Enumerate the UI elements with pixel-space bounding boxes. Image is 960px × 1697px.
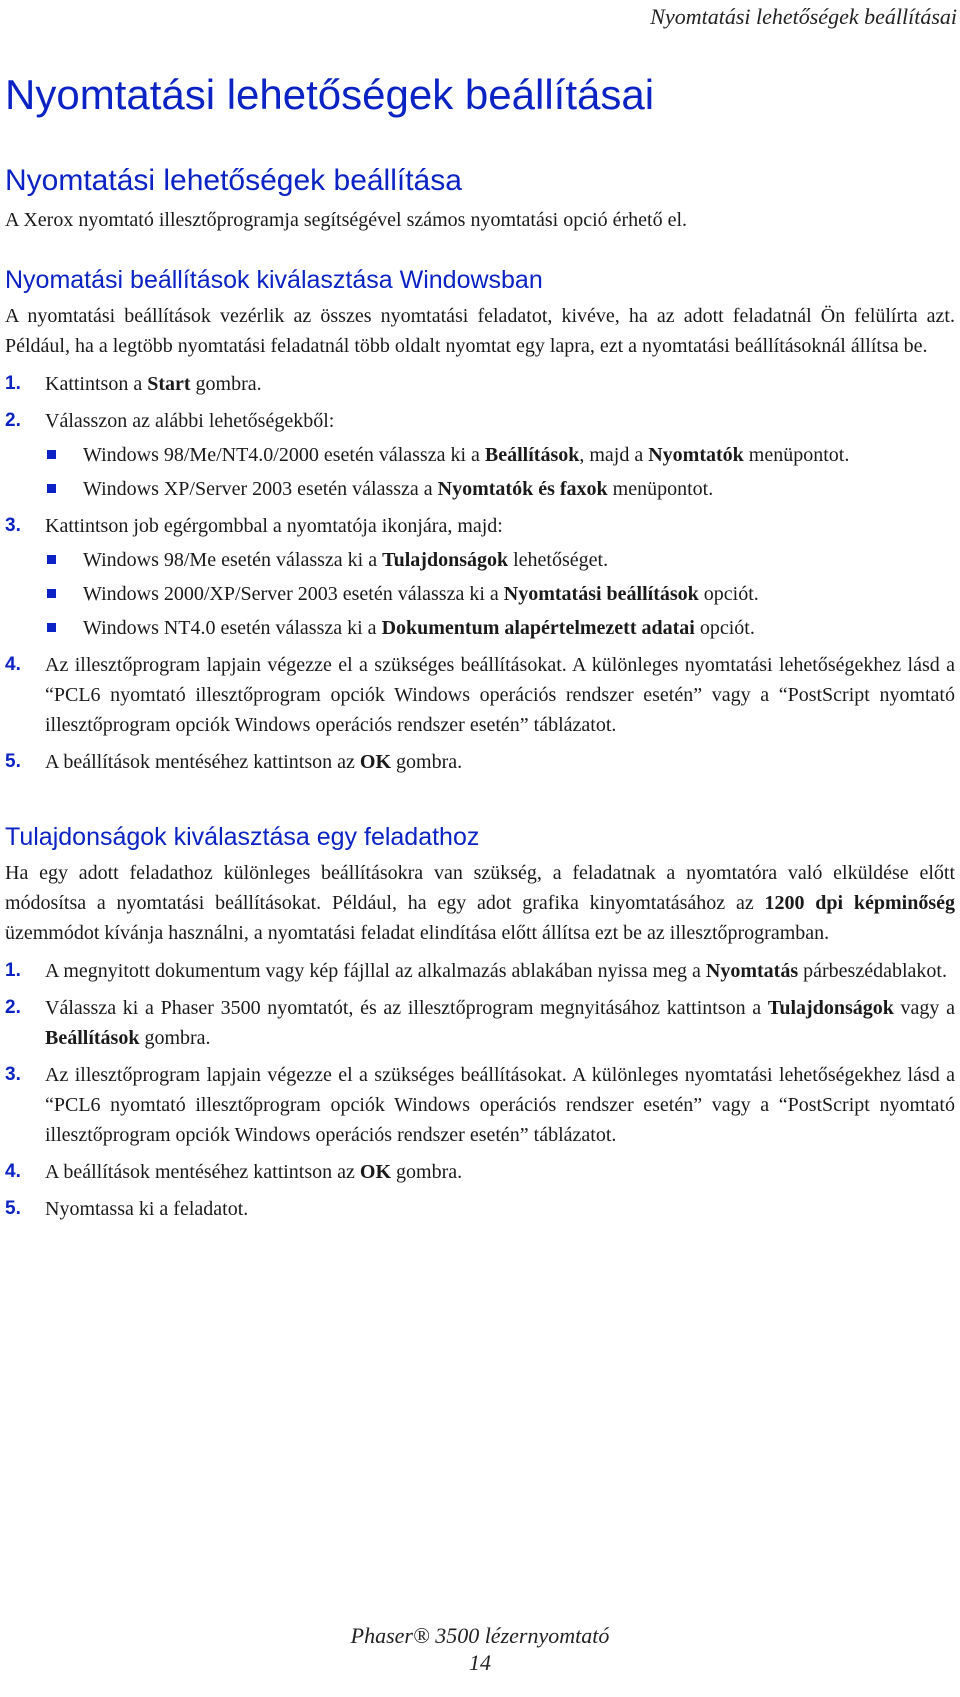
bullet-item: Windows 98/Me esetén válassza ki a Tulajdonságok lehetőséget.	[45, 545, 955, 575]
bullet-item: Windows 2000/XP/Server 2003 esetén válassza ki a Nyomtatási beállítások opciót.	[45, 579, 955, 609]
step-item: 2. Válassza ki a Phaser 3500 nyomtatót, és az illesztőprogram megnyitásához kattintson a Tulajdonságok vagy a Beállítások gombra.	[5, 993, 955, 1053]
step-item: 4. Az illesztőprogram lapjain végezze el a szükséges beállításokat. A különleges nyomtatási lehetőségekhez lásd a “PCL6 nyomtató illesztőprogram opciók Windows operációs rendszer esetén” vagy a “PostScript nyomtató illesztőprogram opciók Windows operációs rendszer esetén” táblázatot.	[5, 650, 955, 740]
step-item: 1. A megnyitott dokumentum vagy kép fájllal az alkalmazás ablakában nyissa meg a Nyomtatás párbeszédablakot.	[5, 956, 955, 986]
bullet-list	[45, 545, 955, 643]
step-item: 5. A beállítások mentéséhez kattintson az OK gombra.	[5, 747, 955, 777]
step-number: 5.	[5, 751, 21, 773]
square-bullet-icon	[47, 623, 56, 632]
step-number: 3.	[5, 1064, 21, 1086]
section-heading-windows: Nyomatási beállítások kiválasztása Windowsban	[5, 266, 543, 295]
page-title: Nyomtatási lehetőségek beállításai	[5, 71, 655, 118]
page-content	[5, 70, 955, 1231]
bullet-item: Windows 98/Me/NT4.0/2000 esetén válassza ki a Beállítások, majd a Nyomtatók menüpontot.	[45, 440, 955, 470]
page-footer	[0, 1622, 960, 1676]
step-number: 1.	[5, 373, 21, 395]
step-number: 4.	[5, 1161, 21, 1183]
bullet-item: Windows NT4.0 esetén válassza ki a Dokumentum alapértelmezett adatai opciót.	[45, 613, 955, 643]
step-item: 2. Válasszon az alábbi lehetőségekből: Windows 98/Me/NT4.0/2000 esetén válassza ki a Beállítások, majd a Nyomtatók menüpontot. Windows XP/Server 2003 esetén válassza a Nyomtatók és faxok menüpontot.	[5, 406, 955, 504]
bullet-item: Windows XP/Server 2003 esetén válassza a Nyomtatók és faxok menüpontot.	[45, 474, 955, 504]
step-number: 2.	[5, 410, 21, 432]
step-number: 1.	[5, 960, 21, 982]
step-item: 4. A beállítások mentéséhez kattintson az OK gombra.	[5, 1157, 955, 1187]
step-item: 3. Kattintson job egérgombbal a nyomtatója ikonjára, majd: Windows 98/Me esetén válassza ki a Tulajdonságok lehetőséget. Windows 2000/XP/Server 2003 esetén válassza ki a Nyomtatási beállítások opciót. Windows NT4.0 esetén válassza ki a Dokumentum alapértelmezett adatai opciót.	[5, 511, 955, 643]
square-bullet-icon	[47, 589, 56, 598]
square-bullet-icon	[47, 555, 56, 564]
square-bullet-icon	[47, 450, 56, 459]
footer-product: Phaser® 3500 lézernyomtató	[350, 1623, 610, 1648]
step-number: 2.	[5, 997, 21, 1019]
step-number: 5.	[5, 1198, 21, 1220]
step-item: 1. Kattintson a Start gombra.	[5, 369, 955, 399]
section-heading-job-properties: Tulajdonságok kiválasztása egy feladathoz	[5, 823, 480, 852]
running-header: Nyomtatási lehetőségek beállításai	[650, 4, 957, 29]
step-number: 4.	[5, 654, 21, 676]
section-heading-options: Nyomtatási lehetőségek beállítása	[5, 164, 462, 198]
page-number: 14	[469, 1650, 491, 1675]
step-item: 5. Nyomtassa ki a feladatot.	[5, 1194, 955, 1224]
square-bullet-icon	[47, 484, 56, 493]
windows-steps	[5, 369, 955, 777]
step-number: 3.	[5, 515, 21, 537]
step-item: 3. Az illesztőprogram lapjain végezze el a szükséges beállításokat. A különleges nyomtatási lehetőségekhez lásd a “PCL6 nyomtató illesztőprogram opciók Windows operációs rendszer esetén” vagy a “PostScript nyomtató illesztőprogram opciók Windows operációs rendszer esetén” táblázatot.	[5, 1060, 955, 1150]
section-intro-options: A Xerox nyomtató illesztőprogramja segítségével számos nyomtatási opció érhető el.	[5, 209, 688, 232]
section-intro-job-properties: Ha egy adott feladathoz különleges beállításokra van szükség, a feladatnak a nyomtatóra való elküldése előtt módosítsa a nyomtatási beállításokat. Például, ha egy adot grafika kinyomtatásához az 1200 dpi képminőség üzemmódot kívánja használni, a nyomtatási feladat elindítása előtt állítsa ezt be az illesztőprogramban.	[5, 862, 955, 945]
job-steps	[5, 956, 955, 1224]
bullet-list	[45, 440, 955, 504]
section-intro-windows: A nyomtatási beállítások vezérlik az összes nyomtatási feladatot, kivéve, ha az adott feladatnál Ön felülírta azt. Például, ha a legtöbb nyomtatási feladatnál több oldalt nyomtat egy lapra, ezt a nyomtatási beállításoknál állítsa be.	[5, 305, 955, 358]
